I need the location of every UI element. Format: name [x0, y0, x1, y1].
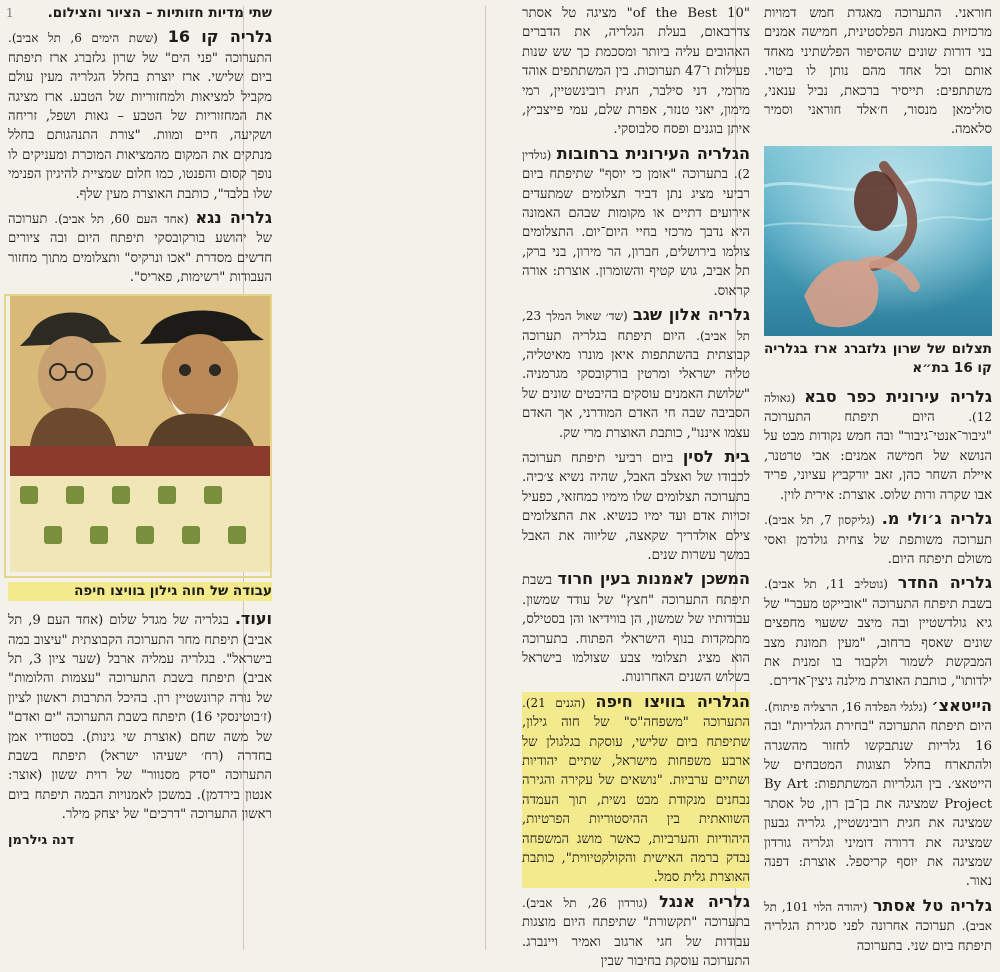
listing-item [522, 144, 750, 301]
continued-text: שתי מדיות חזותיות – הציור והצילום. [47, 5, 272, 21]
gallery-address: (אחד העם 60, תל אביב). [54, 212, 189, 227]
gallery-heading: הייטאצ׳ [931, 695, 992, 715]
continued-text: "10 of the Best" מציגה טל אסתר צדרבאום, בעלת הגלריה, את הדברים האהובים עליה ביותר ומסכמת כך שש שנות פעילות ו־47 תערוכות. בין המשתתפים אוהד מרומי, דני סילבר, חגית רובינשטיין, רמי מימון, יאני טנזר, אפרת שלם, עמי פייצביץ, איתן בוגנים ופסח סלבוסקי. [522, 6, 751, 138]
column-3 [8, 4, 272, 952]
gallery-description: בתערוכה "אומן כי יוסף" שתיפתח ביום רביעי מציג נתן דביר תצלומים שמתעדים אירועים דתיים או מקומות שבהם האמונה היא נדבך מרכזי בחיי היום־יום. התצלומים צולמו בירושלים, חברון, הר מירון, בני ברק, תל אביב, גוש קטיף והשומרון. אוצרת: אורה קראוס. [522, 167, 750, 299]
underwater-photo-image [764, 146, 992, 336]
author-signature: דנה גילרמן [8, 832, 75, 848]
gallery-address: (גאולה 12). [764, 390, 992, 425]
listing-item [764, 696, 992, 892]
underwater-photo [764, 146, 992, 336]
gallery-description: התערוכה "פני הים" של שרון גלזברג ארז תיפתח ביום שלישי. ארז יוצרת בחלל הגלריה מעין עולם מקביל למציאות ולמחזוריות של הטבע. ארז מציגה את המחזוריות של הטבע – גאות ושפל, זריחה ושקיעה, חיים ומוות. "צורת התנהגותם בחלל מנתקים את המקום מהמציאות המוכרת ומעניקים לו נופך קסום והפנטו, כמו חלום שמציית להיגיון הפנימי שלו בלבד", כותבת האוצרת מעין שלף. [8, 50, 272, 202]
listing-item [764, 896, 992, 956]
gallery-description: בשבת תיפתח התערוכה "אובייקט מעבר" של גיא גולדשטיין ובה מיצב ששעוי מחפצים שונים שאסף ברחוב, "מעין תמונת מצב המבקשת לשמור ולקבור בו זמנית את ילדותו", כותבת האוצרת מילנה גיצין־אדירם. [764, 596, 992, 690]
gallery-description: תערוכה משותפת של צחית גולדמן ואסי משולם תיפתח היום. [764, 532, 992, 567]
gallery-heading: גלריה ג׳ולי מ. [881, 509, 993, 529]
listing-item [764, 387, 992, 505]
gallery-description: התערוכה "משפחה"ס" של חוה גילון, שתיפתח ביום שלישי, עוסקת בגלגולן של ארבע משפחות מישראל, שתיים יהודיות ושתיים ערביות. "נושאים של עקירה והגירה נבחנים מנקודת מבט נשית, תוך העמדה השוואתית בין ההיסטוריות הפרטיות, היהודיות והערביות, כאשר מושג המשפחה נבדק ברמה האישית והקולקטיווית", כותבת האוצרת גלית סמל. [522, 715, 750, 886]
listing-item [8, 208, 272, 288]
gallery-heading: בית לסין [682, 446, 750, 466]
listing-item [522, 892, 750, 972]
gallery-description: ביום רביעי תיפתח תערוכה לכבודו של ואצלב האבל, שהיה נשיא צ׳כיה. בתערוכה תצלומים שלו מימיו כמחזאי, כפעיל זכויות אדם ועד ימיו כנשיא. את התצלומים צילם אולדריך שקאצה, שליווה את האבל במשך עשרות שנים. [522, 450, 750, 563]
gallery-heading: גלריה עירונית כפר סבא [804, 386, 992, 406]
gallery-address: (גלגלי הפלדה 16, הרצליה פיתוח). [764, 699, 928, 714]
gallery-address: (יהודה הלוי 101, תל אביב). [764, 899, 992, 934]
gallery-address: (גוטליב 11, תל אביב). [764, 577, 888, 592]
highlighted-listing-item [522, 692, 750, 888]
column-2 [522, 4, 751, 970]
gallery-description: בשבת תיפתח התערוכה "חצץ" של עודד שמשון. עבודותיו של שמשון, הן בווידיאו והן בסטילס, מתמקדות בנוף הישראלי הפתוח. בתערוכה הוא מציג תצלומי צבע שצולמו בישראל בשלוש השנים האחרונות. [522, 573, 750, 686]
gallery-description: בתערוכה "תקשורת" שתיפתח היום מוצגות עבודות של חגי ארגוב ואמיר ויינברג. התערוכה עוסקת בחיבור שבין [522, 915, 750, 970]
photo-caption: תצלום של שרון גלזברג ארז בגלריה קו 16 בת״א [764, 340, 992, 377]
gallery-description: היום תיפתח התערוכה "בחירת הגלריות" ובה 16 גלריות שנתבקשו לחזור מהשגרה ולהתארח בחלל תצוגות המטבחים של הייטאצ׳. בין הגלריות המשתתפות: By Art Project שמציגה את בן־בן רון, טל אסתר שמציגה את חגית רובינשטיין, גלריה גבעון שמציגה את דרורה דומיני וגלריה גורדון שמציגה את יוסף קריספל. אוצרת: דפנה נאור. [764, 719, 992, 890]
listing-item [522, 447, 750, 565]
gallery-heading: גלריה נגא [195, 208, 272, 228]
gallery-heading: המשכן לאמנות בעין חרוד [557, 569, 750, 589]
listing-item [522, 569, 750, 687]
gallery-address: (ששת הימים 6, תל אביב). [8, 31, 158, 46]
gallery-heading: גלריה אנגל [659, 891, 750, 911]
gallery-heading: גלריה קו 16 [167, 27, 272, 47]
listing-item [764, 573, 992, 691]
artwork-photo-image [10, 296, 270, 572]
gallery-address: (הגנים 21). [522, 695, 586, 710]
gallery-address: (גליקסון 7, תל אביב). [764, 513, 875, 528]
listing-item [8, 27, 272, 204]
gallery-description: בגלריה של מגדל שלום (אחד העם 9, תל אביב) תיפתח מחר התערוכה הקבוצתית "עיצוב במה בישראל". בגלריה עמליה ארבל (שער ציון 3, תל אביב) תיפתח בשבת התערוכה "עצמות והלומות" של נורה קרונשטיין רון. בהיכל התרבות ראשון לציון (ז׳בוטינסקי 16) תיפתח בשבת התערוכה "ים ואדם" של משה שחם (אוצרת שי גינות). בסטודיו אמן בחדרה (רח׳ ישעיהו ישראל) תיפתח בשבת התערוכה "סדק מסנוור" של רוית ששון (אוצר: אנטון בירדמן). במשכן לאמנויות הבמה תיפתח ביום ראשון התערוכה "דרכים" של יצחק מילר. [8, 613, 272, 823]
gallery-heading: גלריה טל אסתר [872, 895, 993, 915]
gallery-description: תערוכה של יהושע בורקובסקי תיפתח היום ובה ציורים חדשים מסדרת "אכו ונרקיס" ותצלומים מתוך מחזור העבודות "רשימות, פאריס". [8, 212, 272, 286]
gallery-address: (גורדון 26, תל אביב). [522, 895, 648, 910]
gallery-address: (שד׳ שאול המלך 23, תל אביב). [522, 309, 750, 343]
gallery-heading: גלריה אלון שגב [633, 305, 750, 325]
artwork-photo [4, 294, 272, 578]
gallery-heading: גלריה החדר [897, 573, 992, 593]
listing-item [522, 305, 750, 443]
gallery-heading: הגלריה בוויצו חיפה [595, 691, 750, 711]
gallery-description: היום תיפתח התערוכה "גיבור־אנטי־גיבור" ובה חמש נקודות מבט על הנושא של חמישה אמנים: אבי טרטנר, איילת השחר כהן, זאב יורקביץ עציוני, פריד אבו שקרה ורות שלוס. אוצרת: אירית לוין. [764, 410, 992, 503]
page-number: 1 [6, 6, 14, 20]
photo-caption: עבודה של חוה גילון בוויצו חיפה [8, 582, 272, 601]
listing-item [764, 509, 992, 569]
gallery-description: תערוכה אחרונה לפני סגירת הגלריה תיפתח ביום שני. בתערוכה [764, 919, 992, 954]
section-heading: ועוד. [234, 609, 272, 629]
gallery-heading: הגלריה העירונית ברחובות [556, 143, 750, 163]
gallery-description: היום תיפתח בגלריה תערוכה קבוצתית בהשתתפות איאן מונרו מאיטליה, טליה ישראלי ומרטין בורקובסקי מגרמניה. "שלושת האמנים עוסקים בהיבטים שונים של הסביבה שבה חי האדם המודרני, אך האדם עצמו איננו", כותבת האוצרת מרי שק. [522, 328, 750, 441]
listing-item [8, 609, 272, 824]
intro-paragraph: חוראני. התערוכה מאגדת חמש דמויות מרכזיות באמנות הפלסטינית, חמישה אמנים בני דורות שונים שהסיפור הפלשתיני מאחד אותם וכל אחד מהם נותן לו ביטוי. משתתפים: תייסיר ברכאת, נביל ענאני, סולימאן מנסור, ח׳אלד חוראני וסמיר סלאמה. [764, 6, 992, 138]
column-1 [764, 4, 992, 952]
gallery-address: (גולדין 2). [522, 147, 750, 182]
column-rule [485, 6, 486, 950]
